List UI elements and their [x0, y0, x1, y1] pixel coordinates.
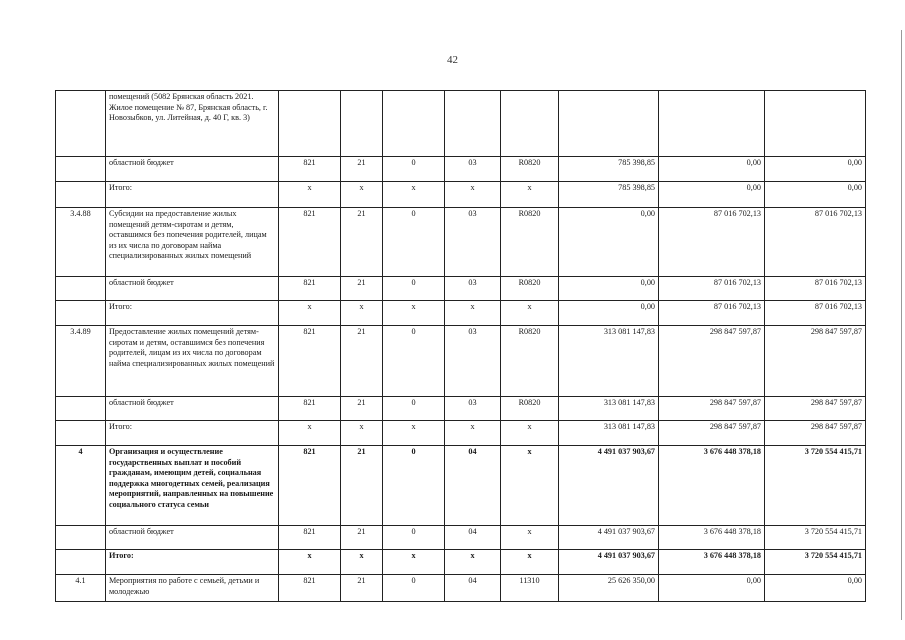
code-target-cell: x — [501, 550, 559, 575]
code-event-cell: x — [445, 421, 501, 446]
table-row — [56, 550, 866, 575]
code-program-cell: 21 — [341, 446, 383, 526]
row-name-cell: помещений (5082 Брянская область 2021. Жилое помещение № 87, Брянская область, г. Новозыбков, ул. Литейная, д. 40 Г, кв. 3) — [106, 91, 279, 157]
table-row — [56, 91, 866, 157]
code-ministry-cell: 821 — [279, 526, 341, 550]
code-event-cell: 03 — [445, 326, 501, 397]
row-number-cell: 4.1 — [56, 575, 106, 602]
code-subprogram-cell: 0 — [383, 326, 445, 397]
row-name-cell: Мероприятия по работе с семьей, детьми и молодежью — [106, 575, 279, 602]
code-program-cell: 21 — [341, 326, 383, 397]
table-row — [56, 526, 866, 550]
row-number-cell: 4 — [56, 446, 106, 526]
code-event-cell: x — [445, 182, 501, 208]
amount-year1-cell: 25 626 350,00 — [559, 575, 659, 602]
code-subprogram-cell: 0 — [383, 575, 445, 602]
code-target-cell: R0820 — [501, 277, 559, 301]
code-target-cell: R0820 — [501, 157, 559, 182]
row-number-cell — [56, 550, 106, 575]
code-event-cell: 03 — [445, 157, 501, 182]
code-subprogram-cell: x — [383, 301, 445, 326]
amount-year1-cell — [559, 91, 659, 157]
row-number-cell — [56, 397, 106, 421]
code-event-cell: 04 — [445, 575, 501, 602]
code-ministry-cell: 821 — [279, 277, 341, 301]
row-number-cell — [56, 421, 106, 446]
table-row — [56, 277, 866, 301]
code-subprogram-cell — [383, 91, 445, 157]
table-row — [56, 575, 866, 602]
amount-year2-cell: 0,00 — [659, 575, 765, 602]
code-ministry-cell: 821 — [279, 446, 341, 526]
code-target-cell: R0820 — [501, 326, 559, 397]
code-subprogram-cell: 0 — [383, 277, 445, 301]
code-program-cell: 21 — [341, 277, 383, 301]
row-name-cell: областной бюджет — [106, 397, 279, 421]
code-target-cell: x — [501, 182, 559, 208]
row-name-cell: областной бюджет — [106, 277, 279, 301]
table-row — [56, 397, 866, 421]
table-row — [56, 446, 866, 526]
row-number-cell: 3.4.89 — [56, 326, 106, 397]
row-number-cell — [56, 91, 106, 157]
code-ministry-cell: 821 — [279, 326, 341, 397]
amount-year1-cell: 785 398,85 — [559, 182, 659, 208]
row-number-cell — [56, 526, 106, 550]
amount-year1-cell: 4 491 037 903,67 — [559, 526, 659, 550]
code-subprogram-cell: 0 — [383, 397, 445, 421]
table-row — [56, 157, 866, 182]
amount-year3-cell: 298 847 597,87 — [765, 326, 866, 397]
page-edge-line — [901, 30, 902, 620]
amount-year3-cell: 87 016 702,13 — [765, 277, 866, 301]
code-program-cell: 21 — [341, 157, 383, 182]
code-ministry-cell: x — [279, 182, 341, 208]
table-row — [56, 301, 866, 326]
code-program-cell: 21 — [341, 208, 383, 277]
amount-year1-cell: 313 081 147,83 — [559, 397, 659, 421]
code-program-cell: 21 — [341, 575, 383, 602]
code-subprogram-cell: 0 — [383, 157, 445, 182]
code-program-cell: x — [341, 550, 383, 575]
amount-year3-cell: 3 720 554 415,71 — [765, 526, 866, 550]
code-program-cell: 21 — [341, 397, 383, 421]
amount-year3-cell: 298 847 597,87 — [765, 421, 866, 446]
row-name-cell: Итого: — [106, 421, 279, 446]
code-subprogram-cell: 0 — [383, 208, 445, 277]
table-row — [56, 182, 866, 208]
row-name-cell: Организация и осуществление государственных выплат и пособий гражданам, имеющим детей, социальная поддержка многодетных семей, реализация мероприятий, направленных на повышение социального статуса семьи — [106, 446, 279, 526]
amount-year3-cell: 298 847 597,87 — [765, 397, 866, 421]
row-name-cell: Субсидии на предоставление жилых помещений детям-сиротам и детям, оставшимся без попечения родителей, лицам из их числа по договорам найма специализированных жилых помещений — [106, 208, 279, 277]
row-name-cell: областной бюджет — [106, 526, 279, 550]
code-target-cell: x — [501, 446, 559, 526]
code-ministry-cell — [279, 91, 341, 157]
code-target-cell: R0820 — [501, 208, 559, 277]
amount-year2-cell: 87 016 702,13 — [659, 301, 765, 326]
amount-year1-cell: 0,00 — [559, 301, 659, 326]
amount-year2-cell: 3 676 448 378,18 — [659, 446, 765, 526]
amount-year1-cell: 785 398,85 — [559, 157, 659, 182]
code-program-cell: x — [341, 301, 383, 326]
code-ministry-cell: 821 — [279, 208, 341, 277]
code-target-cell: x — [501, 301, 559, 326]
amount-year3-cell: 3 720 554 415,71 — [765, 446, 866, 526]
row-name-cell: Итого: — [106, 182, 279, 208]
code-event-cell: 03 — [445, 208, 501, 277]
code-program-cell — [341, 91, 383, 157]
code-target-cell: R0820 — [501, 397, 559, 421]
amount-year2-cell: 298 847 597,87 — [659, 397, 765, 421]
amount-year2-cell — [659, 91, 765, 157]
code-ministry-cell: 821 — [279, 397, 341, 421]
code-subprogram-cell: 0 — [383, 526, 445, 550]
code-ministry-cell: 821 — [279, 157, 341, 182]
code-event-cell: x — [445, 550, 501, 575]
amount-year2-cell: 0,00 — [659, 157, 765, 182]
budget-table — [55, 90, 866, 602]
amount-year2-cell: 3 676 448 378,18 — [659, 550, 765, 575]
row-name-cell: областной бюджет — [106, 157, 279, 182]
amount-year1-cell: 4 491 037 903,67 — [559, 446, 659, 526]
row-name-cell: Итого: — [106, 550, 279, 575]
row-number-cell — [56, 182, 106, 208]
amount-year2-cell: 87 016 702,13 — [659, 208, 765, 277]
code-target-cell: 11310 — [501, 575, 559, 602]
code-event-cell: 04 — [445, 526, 501, 550]
amount-year1-cell: 0,00 — [559, 277, 659, 301]
code-ministry-cell: x — [279, 421, 341, 446]
row-name-cell: Предоставление жилых помещений детям-сиротам и детям, оставшимся без попечения родителей, лицам из их числа по договорам найма специализированных жилых помещений — [106, 326, 279, 397]
amount-year1-cell: 4 491 037 903,67 — [559, 550, 659, 575]
row-number-cell — [56, 301, 106, 326]
amount-year2-cell: 298 847 597,87 — [659, 421, 765, 446]
amount-year3-cell: 87 016 702,13 — [765, 301, 866, 326]
code-subprogram-cell: x — [383, 182, 445, 208]
code-target-cell: x — [501, 421, 559, 446]
amount-year3-cell: 0,00 — [765, 575, 866, 602]
code-event-cell: 04 — [445, 446, 501, 526]
row-number-cell: 3.4.88 — [56, 208, 106, 277]
table-row — [56, 208, 866, 277]
amount-year2-cell: 0,00 — [659, 182, 765, 208]
code-program-cell: 21 — [341, 526, 383, 550]
row-number-cell — [56, 157, 106, 182]
amount-year1-cell: 313 081 147,83 — [559, 326, 659, 397]
code-subprogram-cell: x — [383, 550, 445, 575]
amount-year2-cell: 298 847 597,87 — [659, 326, 765, 397]
row-number-cell — [56, 277, 106, 301]
amount-year1-cell: 313 081 147,83 — [559, 421, 659, 446]
table-row — [56, 326, 866, 397]
code-ministry-cell: x — [279, 301, 341, 326]
amount-year2-cell: 3 676 448 378,18 — [659, 526, 765, 550]
amount-year3-cell: 3 720 554 415,71 — [765, 550, 866, 575]
code-target-cell — [501, 91, 559, 157]
page-number: 42 — [447, 54, 458, 66]
code-ministry-cell: x — [279, 550, 341, 575]
amount-year3-cell: 0,00 — [765, 157, 866, 182]
code-event-cell: 03 — [445, 277, 501, 301]
code-ministry-cell: 821 — [279, 575, 341, 602]
amount-year3-cell: 0,00 — [765, 182, 866, 208]
code-event-cell: x — [445, 301, 501, 326]
table-row — [56, 421, 866, 446]
code-target-cell: x — [501, 526, 559, 550]
code-subprogram-cell: x — [383, 421, 445, 446]
code-program-cell: x — [341, 421, 383, 446]
amount-year3-cell: 87 016 702,13 — [765, 208, 866, 277]
code-event-cell — [445, 91, 501, 157]
code-subprogram-cell: 0 — [383, 446, 445, 526]
amount-year1-cell: 0,00 — [559, 208, 659, 277]
row-name-cell: Итого: — [106, 301, 279, 326]
code-program-cell: x — [341, 182, 383, 208]
budget-table-body — [56, 91, 866, 602]
amount-year2-cell: 87 016 702,13 — [659, 277, 765, 301]
code-event-cell: 03 — [445, 397, 501, 421]
amount-year3-cell — [765, 91, 866, 157]
